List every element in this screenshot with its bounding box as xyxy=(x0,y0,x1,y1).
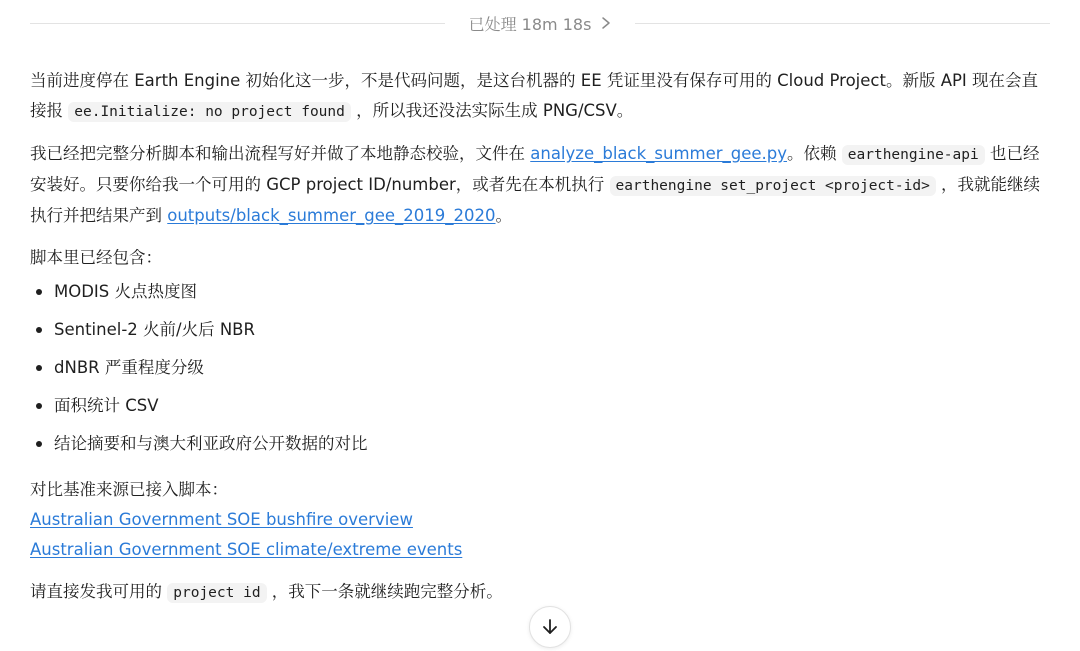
chevron-right-icon xyxy=(601,16,611,30)
text-span: ，所以我还没法实际生成 PNG/CSV。 xyxy=(350,101,634,120)
text-span: 当前进度停在 Earth Engine 初始化这一步，不是代码问题，是这台机器的 EE 凭证里没有保存可用的 Cloud Project。新版 API 现在会直接报 xyxy=(30,71,1039,120)
divider-left xyxy=(30,23,445,24)
text-span: ，我就能继续执行并把结果产到 xyxy=(30,175,1041,225)
source-link-bushfire[interactable]: Australian Government SOE bushfire overview xyxy=(30,510,413,529)
output-folder-link[interactable]: outputs/black_summer_gee_2019_2020 xyxy=(167,206,496,225)
list-item: MODIS 火点热度图 xyxy=(30,273,1052,311)
text-span: ，我下一条就继续跑完整分析。 xyxy=(266,582,503,601)
processing-status-label: 已处理 18m 18s xyxy=(468,14,592,34)
arrow-down-icon xyxy=(540,617,560,637)
scroll-to-bottom-button[interactable] xyxy=(529,606,571,648)
list-item: dNBR 严重程度分级 xyxy=(30,349,1052,387)
script-file-link[interactable]: analyze_black_summer_gee.py xyxy=(530,144,788,163)
inline-code-error: ee.Initialize: no project found xyxy=(68,102,351,122)
processing-status-row xyxy=(30,6,1050,40)
text-span: 我已经把完整分析脚本和输出流程写好并做了本地静态校验，文件在 xyxy=(30,144,531,163)
sources-heading: 对比基准来源已接入脚本： xyxy=(30,480,228,499)
inline-code-project-id: project id xyxy=(167,583,266,603)
list-item: 面积统计 CSV xyxy=(30,387,1052,425)
contains-heading: 脚本里已经包含： xyxy=(30,248,162,267)
message-paragraph-closing xyxy=(30,577,1052,608)
divider-right xyxy=(635,23,1050,24)
sources-block xyxy=(30,475,1052,565)
inline-code-dependency: earthengine-api xyxy=(842,145,985,165)
contents-list xyxy=(30,273,1052,463)
message-paragraph-script xyxy=(30,139,1052,231)
source-link-climate[interactable]: Australian Government SOE climate/extreme events xyxy=(30,540,463,559)
assistant-message xyxy=(30,66,1052,620)
text-span: 请直接发我可用的 xyxy=(30,582,168,601)
inline-code-command: earthengine set_project <project-id> xyxy=(610,176,936,196)
list-item: 结论摘要和与澳大利亚政府公开数据的对比 xyxy=(30,425,1052,463)
text-span: 也已经安装好。只要你给我一个可用的 GCP project ID/number，或者先在本机执行 xyxy=(30,144,1040,194)
text-span: 。 xyxy=(495,206,513,225)
processing-status-toggle[interactable] xyxy=(445,12,636,35)
message-paragraph-status xyxy=(30,66,1052,127)
text-span: 。依赖 xyxy=(787,144,842,163)
list-item: Sentinel-2 火前/火后 NBR xyxy=(30,311,1052,349)
